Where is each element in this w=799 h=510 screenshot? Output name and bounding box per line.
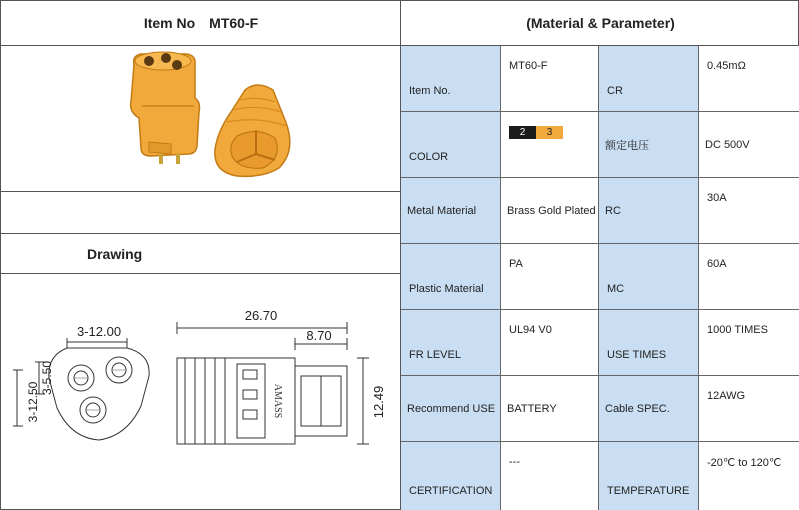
row-label: 额定电压 [605,139,649,152]
row-label: COLOR [409,151,449,163]
row-label: MC [607,283,625,295]
table-row [401,442,799,510]
row-label: CERTIFICATION [409,485,493,497]
row-value: --- [509,456,520,468]
dim-overall-length: 26.70 [244,308,278,323]
technical-drawing [1,274,401,510]
color-swatch: 2 [509,126,536,139]
parameter-header: (Material & Parameter) [401,1,799,46]
table-row [401,376,799,442]
row-label: Cable SPEC. [605,402,670,415]
row-label: Recommend USE [407,402,496,415]
row-label: Item No. [409,85,451,97]
row-value: Brass Gold Plated [507,204,596,217]
row-label: Plastic Material [409,283,484,295]
row-value: BATTERY [507,402,557,415]
row-label: RC [605,204,621,217]
row-value: 1000 TIMES [707,324,768,336]
color-swatch: 3 [536,126,563,139]
left-panel [1,1,401,510]
table-row [401,310,799,376]
row-value: MT60-F [509,60,548,72]
item-label: Item No [143,15,196,31]
dimension-drawing [1,274,401,510]
row-value: DC 500V [705,138,750,151]
connector-photo-illustration [1,46,401,192]
housing-mark: AMASS [272,383,283,419]
drawing-title: Drawing [1,234,401,274]
color-swatches [509,126,563,139]
connector-front-image [131,52,200,164]
dim-front-height: 3-12.50 [26,381,40,423]
parameter-table [401,46,799,510]
row-value: 0.45mΩ [707,60,746,72]
table-row [401,178,799,244]
item-header [1,1,401,46]
row-value: UL94 V0 [509,324,552,336]
row-value: 30A [707,192,727,204]
product-photo [1,46,401,192]
row-label: FR LEVEL [409,349,461,361]
row-label: Metal Material [407,204,477,217]
dim-pin: 3-5.50 [40,360,54,396]
row-label: USE TIMES [607,349,667,361]
row-value: 12AWG [707,390,746,402]
row-label: CR [607,85,623,97]
item-value: MT60-F [209,15,259,31]
connector-rear-image [215,85,290,176]
row-label: TEMPERATURE [607,485,690,497]
dim-sub-length: 8.70 [306,328,332,343]
dim-height: 12.49 [371,385,386,419]
row-value: PA [509,258,523,270]
table-row [401,244,799,310]
dim-front-width: 3-12.00 [76,324,122,339]
blank-row [1,192,401,234]
row-value: -20℃ to 120℃ [707,457,782,469]
table-row [401,46,799,112]
row-value: 60A [707,258,727,270]
table-row [401,112,799,178]
